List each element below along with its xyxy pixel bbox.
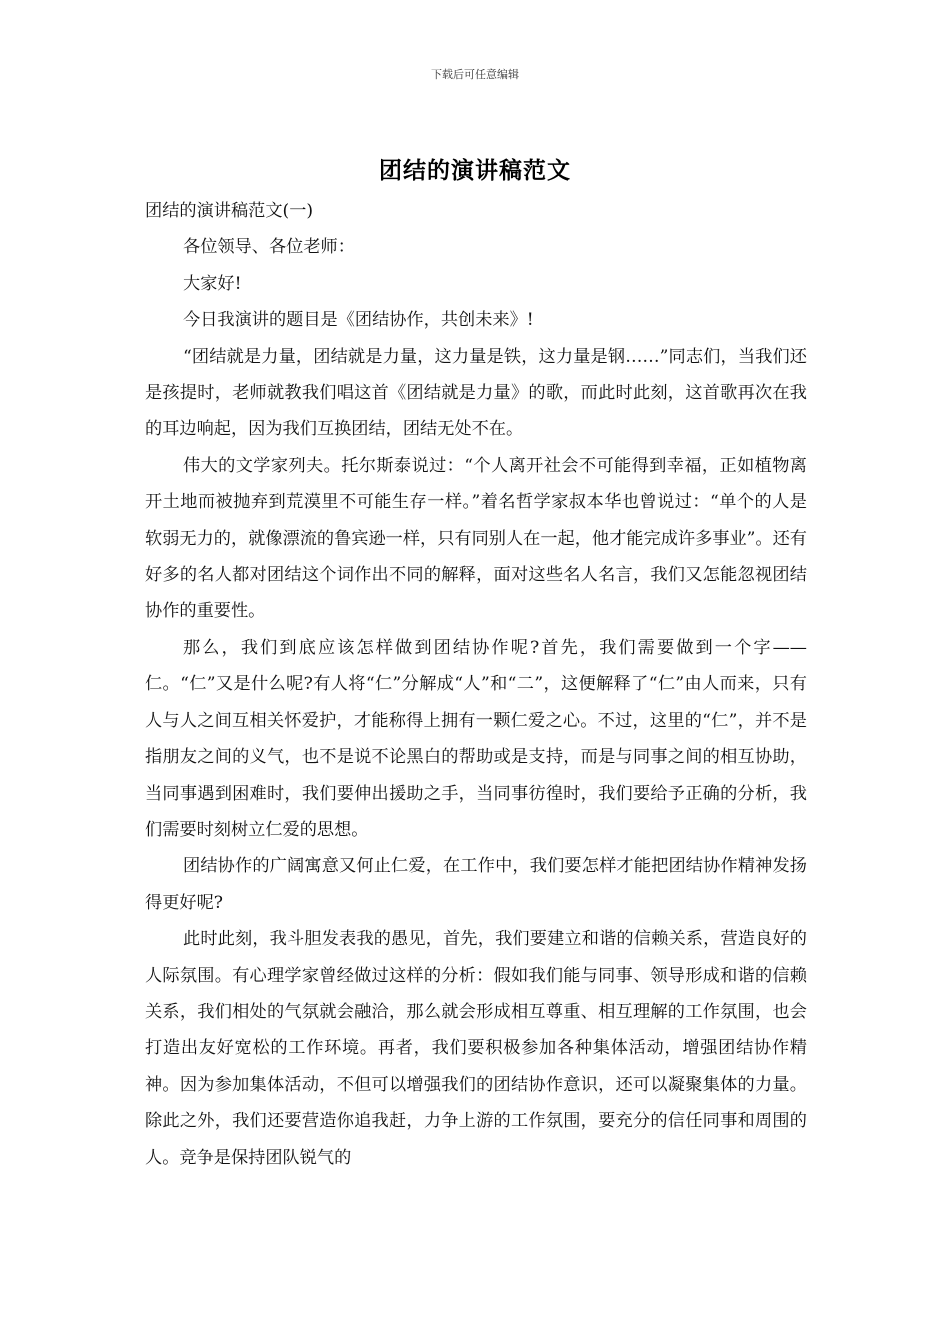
body-paragraph: 伟大的文学家列夫。托尔斯泰说过：“个人离开社会不可能得到幸福，正如植物离开土地而被抛弃到荒漠里不可能生存一样。”着名哲学家叔本华也曾说过：“单个的人是软弱无力的，就像漂流的鲁宾逊一样，只有同别人在一起，他才能完成许多事业”。还有好多的名人都对团结这个词作出不同的解释，面对这些名人名言，我们又怎能忽视团结协作的重要性。 <box>145 455 807 622</box>
document-body <box>145 193 807 1176</box>
subtitle-paragraph: 团结的演讲稿范文(一) <box>145 201 314 221</box>
body-paragraph: “团结就是力量，团结就是力量，这力量是铁，这力量是钢……”同志们，当我们还是孩提时，老师就教我们唱这首《团结就是力量》的歌，而此时此刻，这首歌再次在我的耳边响起，因为我们互换团结，团结无处不在。 <box>145 346 807 440</box>
document-title: 团结的演讲稿范文 <box>379 158 571 184</box>
header-note: 下载后可任意编辑 <box>431 68 519 81</box>
body-paragraph: 那么，我们到底应该怎样做到团结协作呢?首先，我们需要做到一个字——仁。“仁”又是什么呢?有人将“仁”分解成“人”和“二”，这便解释了“仁”由人而来，只有人与人之间互相关怀爱护，才能称得上拥有一颗仁爱之心。不过，这里的“仁”，并不是指朋友之间的义气，也不是说不论黑白的帮助或是支持，而是与同事之间的相互协助，当同事遇到困难时，我们要伸出援助之手，当同事彷徨时，我们要给予正确的分析，我们需要时刻树立仁爱的思想。 <box>145 637 807 840</box>
salutation-paragraph: 各位领导、各位老师： <box>183 237 355 258</box>
greeting-paragraph: 大家好! <box>183 273 242 294</box>
body-paragraph: 此时此刻，我斗胆发表我的愚见，首先，我们要建立和谐的信赖关系，营造良好的人际氛围。有心理学家曾经做过这样的分析：假如我们能与同事、领导形成和谐的信赖关系，我们相处的气氛就会融洽，那么就会形成相互尊重、相互理解的工作氛围，也会打造出友好宽松的工作环境。再者，我们要积极参加各种集体活动，增强团结协作精神。因为参加集体活动，不但可以增强我们的团结协作意识，还可以凝聚集体的力量。除此之外，我们还要营造你追我赶，力争上游的工作氛围，要充分的信任同事和周围的人。竞争是保持团队锐气的 <box>145 929 807 1168</box>
topic-paragraph: 今日我演讲的题目是《团结协作，共创未来》! <box>183 310 534 331</box>
body-paragraph: 团结协作的广阔寓意又何止仁爱，在工作中，我们要怎样才能把团结协作精神发扬得更好呢? <box>145 856 807 913</box>
